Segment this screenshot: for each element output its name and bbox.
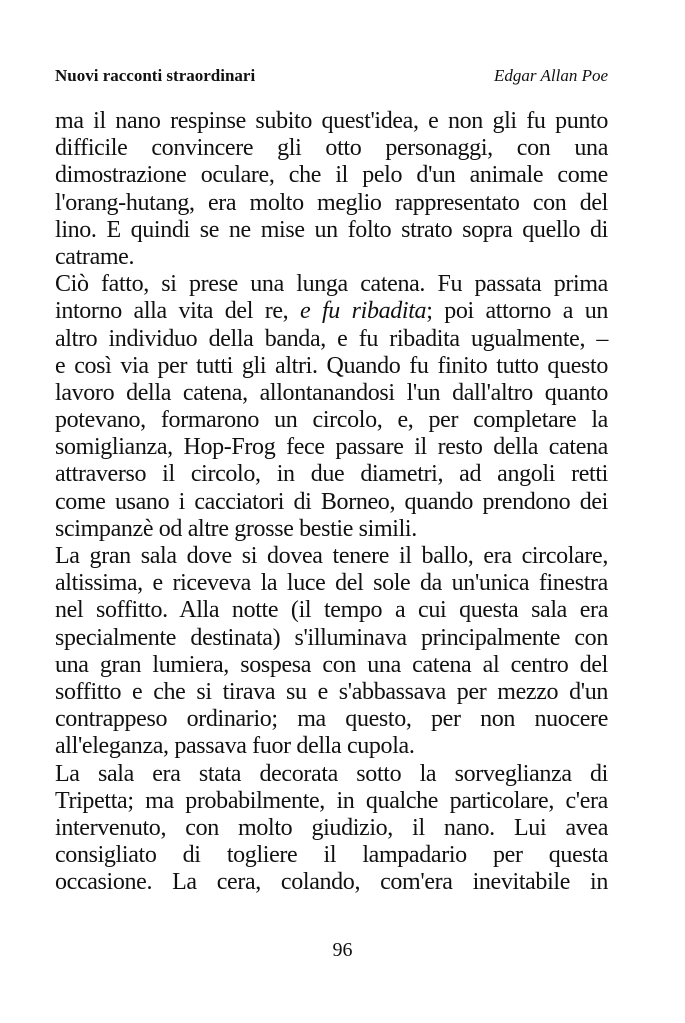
text-line: lavoro della catena, allontanandosi l'un dall'altro quanto — [55, 379, 608, 406]
text-line: altissima, e riceveva la luce del sole da un'unica finestra — [55, 570, 608, 597]
text-run: ; poi attorno a un — [426, 298, 608, 325]
text-line: Tripetta; ma probabilmente, in qualche particolare, c'era — [55, 787, 608, 814]
book-title: Nuovi racconti straordinari — [55, 66, 256, 85]
text-line: una gran lumiera, sospesa con una catena al centro del — [55, 651, 608, 678]
text-line — [55, 298, 608, 325]
text-line: altro individuo della banda, e fu ribadita ugualmente, – — [55, 325, 608, 352]
text-line: intervenuto, con molto giudizio, il nano. Lui avea — [55, 814, 608, 841]
text-line: scimpanzè od altre grosse bestie simili. — [55, 515, 417, 542]
paragraph — [55, 271, 608, 543]
text-line: all'eleganza, passava fuor della cupola. — [55, 733, 415, 760]
text-line: attraverso il circolo, in due diametri, ad angoli retti — [55, 461, 608, 488]
text-line: Ciò fatto, si prese una lunga catena. Fu passata prima — [55, 271, 608, 298]
italic-emphasis: e fu ribadita — [300, 298, 427, 325]
text-line: dimostrazione oculare, che il pelo d'un animale come — [55, 162, 608, 189]
text-line: soffitto e che si tirava su e s'abbassava per mezzo d'un — [55, 678, 608, 705]
page-number: 96 — [332, 939, 353, 961]
text-line: La gran sala dove si dovea tenere il ballo, era circolare, — [55, 543, 608, 569]
text-line: contrappeso ordinario; ma questo, per non nuocere — [55, 706, 608, 733]
text-line: somiglianza, Hop-Frog fece passare il resto della catena — [55, 434, 608, 461]
text-line: La sala era stata decorata sotto la sorveglianza di — [55, 760, 608, 787]
text-line: specialmente destinata) s'illuminava principalmente con — [55, 624, 608, 651]
paragraph — [55, 108, 608, 271]
text-line: e così via per tutti gli altri. Quando fu finito tutto questo — [55, 352, 608, 379]
text-line: nel soffitto. Alla notte (il tempo a cui questa sala era — [55, 597, 608, 624]
text-line: catrame. — [55, 243, 135, 270]
text-line: difficile convincere gli otto personaggi, con una — [55, 135, 608, 162]
text-line: come usano i cacciatori di Borneo, quando prendono dei — [55, 488, 608, 515]
paragraph — [55, 761, 608, 897]
text-line: consigliato di togliere il lampadario per questa — [55, 842, 608, 869]
author-name: Edgar Allan Poe — [494, 66, 608, 85]
running-header — [55, 64, 608, 88]
text-line: lino. E quindi se ne mise un folto strato sopra quello di — [55, 216, 608, 243]
text-line: l'orang-hutang, era molto meglio rappresentato con del — [55, 189, 608, 216]
text-line: occasione. La cera, colando, com'era inevitabile in — [55, 869, 608, 896]
text-line: ma il nano respinse subito quest'idea, e non gli fu punto — [55, 108, 608, 134]
body-text — [55, 108, 608, 896]
paragraph — [55, 543, 608, 761]
text-run: intorno alla vita del re, — [55, 298, 300, 325]
text-line: potevano, formarono un circolo, e, per completare la — [55, 407, 608, 434]
